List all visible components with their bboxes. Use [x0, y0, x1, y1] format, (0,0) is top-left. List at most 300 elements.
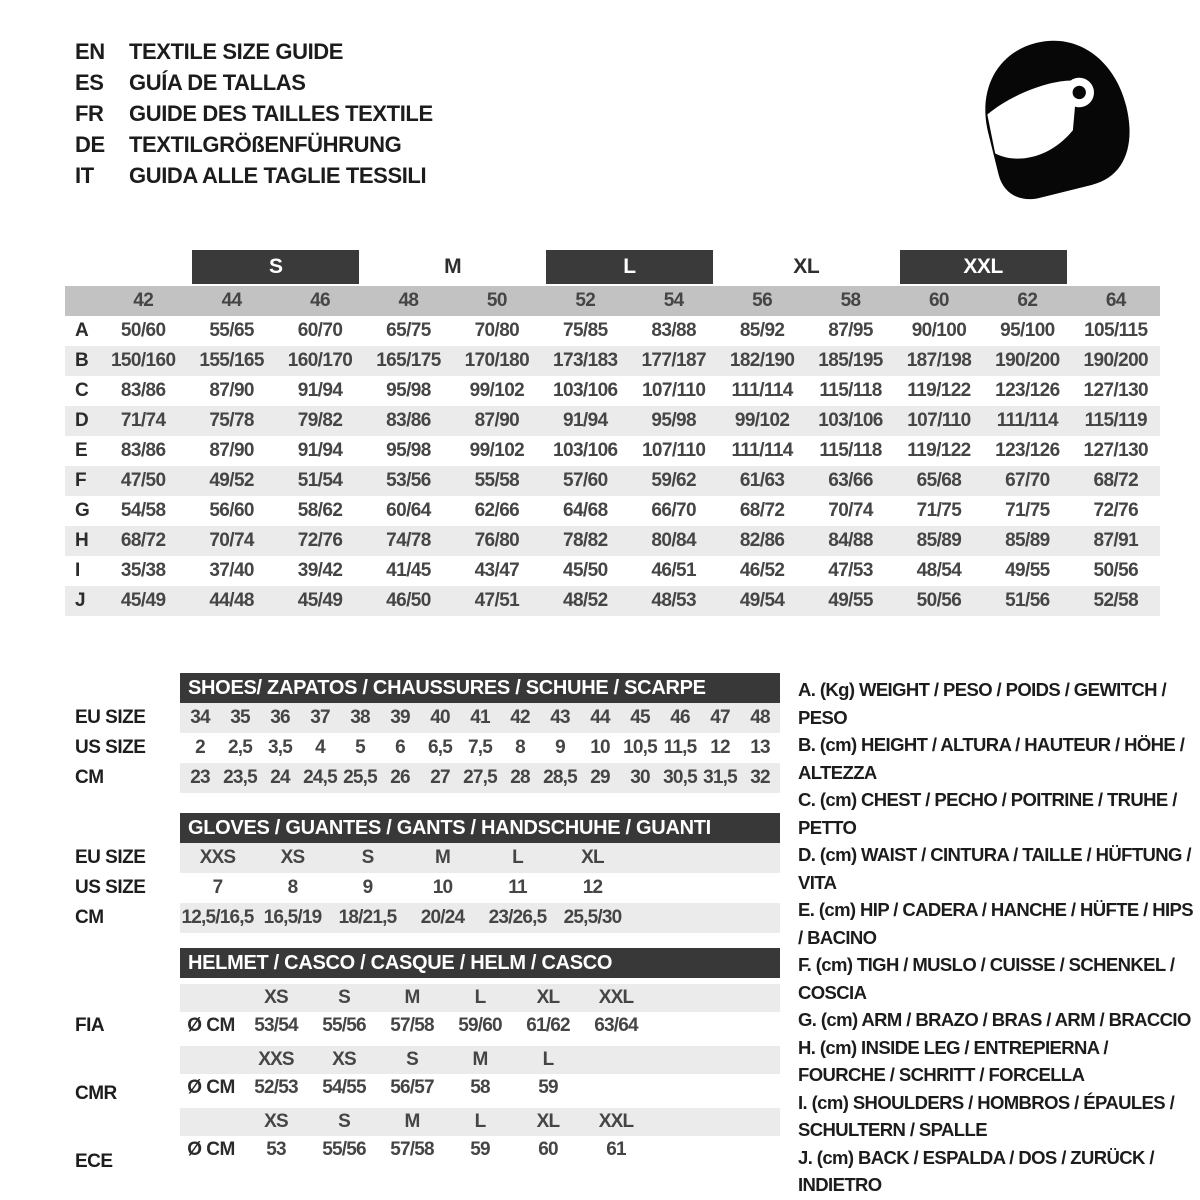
shoes-eu-value: 42 — [510, 707, 530, 728]
measurement-value: 82/86 — [739, 530, 785, 551]
measurement-value: 68/72 — [1093, 470, 1139, 491]
measurement-value: 185/195 — [818, 350, 883, 371]
language-title-row — [75, 36, 433, 67]
helmet-fia-size: XXL — [598, 987, 634, 1008]
measurement-value: 66/70 — [651, 500, 696, 521]
gloves-eu-value: S — [361, 847, 374, 868]
helmet-ece-value: 57/58 — [390, 1139, 434, 1160]
measurement-value: 150/160 — [110, 350, 176, 371]
measurement-value: 119/122 — [907, 440, 971, 461]
measurement-value: 62/66 — [474, 500, 520, 521]
measurement-value: 71/75 — [916, 500, 962, 521]
helmet-fia-unit: Ø CM — [187, 1015, 235, 1036]
measurement-value: 170/180 — [464, 350, 530, 371]
gloves-section-header: GLOVES / GUANTES / GANTS / HANDSCHUHE / GUANTI — [180, 813, 780, 843]
shoes-cm-value: 26 — [390, 767, 410, 788]
size-label-row — [65, 250, 1160, 286]
gloves-us-value: 9 — [362, 877, 373, 898]
measurement-row — [65, 496, 1160, 526]
guide-title: TEXTILE SIZE GUIDE — [129, 39, 344, 64]
measurement-row — [65, 316, 1160, 346]
numeric-size: 58 — [840, 290, 861, 311]
legend-item: I. (cm) SHOULDERS / HOMBROS / ÉPAULES / SCHULTERN / SPALLE — [798, 1091, 1175, 1140]
shoes-cm-value: 30 — [630, 767, 650, 788]
shoes-cm-value: 29 — [590, 767, 610, 788]
measurement-value: 187/198 — [906, 350, 972, 371]
measurement-value: 67/70 — [1005, 470, 1050, 491]
racing-helmet-icon — [965, 28, 1145, 208]
shoes-eu-value: 41 — [470, 707, 490, 728]
measurement-value: 47/50 — [120, 470, 166, 491]
gloves-eu-size-label: EU SIZE — [75, 847, 146, 868]
shoes-eu-value: 37 — [310, 707, 330, 728]
helmet-cmr-label: CMR — [75, 1083, 117, 1104]
measurement-value: 52/58 — [1093, 590, 1139, 611]
helmet-ece-size: XL — [536, 1111, 560, 1132]
helmet-size-spacer — [180, 1108, 242, 1136]
measurement-value: 45/50 — [563, 560, 608, 581]
measurement-value: 105/115 — [1084, 320, 1148, 341]
shoes-cm-value: 28 — [510, 767, 530, 788]
gloves-us-value: 11 — [508, 877, 527, 898]
gloves-eu-value: M — [434, 847, 451, 868]
measurement-value: 65/75 — [386, 320, 431, 341]
measurement-value: 99/102 — [469, 440, 525, 461]
helmet-table — [180, 984, 780, 1170]
measurement-value: 177/187 — [641, 350, 706, 371]
gloves-cm-row — [180, 903, 780, 933]
gloves-cm-value: 20/24 — [420, 907, 465, 928]
measurement-value: 60/70 — [297, 320, 343, 341]
gloves-eu-row — [180, 843, 780, 873]
measurement-value: 50/60 — [120, 320, 166, 341]
size-label-s: S — [192, 250, 359, 284]
measurement-value: 83/86 — [120, 380, 166, 401]
measurement-value: 182/190 — [729, 350, 795, 371]
measurement-value: 107/110 — [641, 440, 706, 461]
helmet-fia-size: XS — [264, 987, 288, 1008]
measurement-value: 127/130 — [1083, 440, 1149, 461]
measurement-row — [65, 466, 1160, 496]
numeric-size: 64 — [1105, 290, 1126, 311]
gloves-eu-value: XL — [581, 847, 604, 868]
shoes-cm-value: 25,5 — [343, 767, 377, 788]
helmet-ece-value: 55/56 — [322, 1139, 366, 1160]
measurement-letter: F — [75, 470, 87, 491]
numeric-size: 52 — [575, 290, 596, 311]
shoes-eu-size-label: EU SIZE — [75, 707, 146, 728]
gloves-eu-value: L — [512, 847, 523, 868]
numeric-size: 44 — [221, 290, 242, 311]
shoes-cm-value: 27,5 — [463, 767, 497, 788]
measurement-value: 85/89 — [1005, 530, 1050, 551]
measurement-row — [65, 346, 1160, 376]
measurement-value: 111/114 — [996, 410, 1059, 431]
measurement-letter: D — [75, 410, 89, 431]
measurement-row — [65, 436, 1160, 466]
shoes-us-value: 11,5 — [663, 737, 697, 758]
gloves-eu-value: XXS — [199, 847, 236, 868]
measurement-row — [65, 376, 1160, 406]
measurement-value: 49/52 — [209, 470, 254, 491]
measurement-value: 123/126 — [995, 380, 1060, 401]
measurement-value: 59/62 — [651, 470, 696, 491]
numeric-size-band — [65, 286, 1160, 316]
helmet-fia-sizes-row — [180, 984, 780, 1012]
gloves-us-value: 10 — [432, 877, 453, 898]
measurement-value: 190/200 — [995, 350, 1060, 371]
numeric-size: 48 — [398, 290, 419, 311]
helmet-cmr-value: 56/57 — [390, 1077, 434, 1098]
helmet-size-spacer — [180, 1046, 242, 1074]
shoes-row-labels — [75, 703, 145, 793]
measurement-value: 45/49 — [297, 590, 343, 611]
helmet-fia-group — [180, 984, 780, 1040]
gloves-us-row — [180, 873, 780, 903]
measurement-value: 61/63 — [739, 470, 785, 491]
measurement-value: 53/56 — [386, 470, 431, 491]
legend-item: E. (cm) HIP / CADERA / HANCHE / HÜFTE / HIPS / BACINO — [798, 899, 1194, 948]
helmet-ece-size: XXL — [598, 1111, 634, 1132]
helmet-ece-value: 61 — [606, 1139, 626, 1160]
measurement-value: 90/100 — [911, 320, 967, 341]
shoes-eu-value: 40 — [430, 707, 450, 728]
shoes-cm-value: 23 — [190, 767, 210, 788]
helmet-fia-size: L — [474, 987, 486, 1008]
measurement-value: 75/78 — [209, 410, 254, 431]
measurement-value: 160/170 — [287, 350, 353, 371]
helmet-ece-sizes-row — [180, 1108, 780, 1136]
measurement-value: 99/102 — [734, 410, 790, 431]
legend-item: C. (cm) CHEST / PECHO / POITRINE / TRUHE / PETTO — [798, 789, 1177, 838]
measurement-value: 72/76 — [1093, 500, 1139, 521]
shoes-us-value: 3,5 — [267, 737, 292, 758]
language-title-row — [75, 98, 433, 129]
measurement-value: 80/84 — [651, 530, 696, 551]
measurement-value: 72/76 — [297, 530, 343, 551]
language-code: DE — [75, 132, 105, 157]
gloves-cm-value: 16,5/19 — [263, 907, 322, 928]
measurement-row — [65, 586, 1160, 616]
measurement-value: 190/200 — [1083, 350, 1149, 371]
measurement-value: 115/118 — [819, 380, 882, 401]
measurement-value: 173/183 — [553, 350, 618, 371]
helmet-cmr-size: XXS — [258, 1049, 294, 1070]
gloves-cm-value: 23/26,5 — [488, 907, 547, 928]
measurement-value: 91/94 — [563, 410, 608, 431]
measurement-value: 45/49 — [120, 590, 166, 611]
legend-item: F. (cm) TIGH / MUSLO / CUISSE / SCHENKEL / COSCIA — [798, 954, 1175, 1003]
gloves-us-value: 7 — [212, 877, 223, 898]
legend-item: J. (cm) BACK / ESPALDA / DOS / ZURÜCK / INDIETRO — [798, 1146, 1154, 1195]
measurement-value: 43/47 — [474, 560, 520, 581]
helmet-ece-value: 53 — [266, 1139, 286, 1160]
shoes-us-row — [180, 733, 780, 763]
measurement-value: 83/88 — [651, 320, 696, 341]
helmet-ece-label: ECE — [75, 1151, 113, 1172]
measurement-rows — [65, 316, 1160, 616]
measurement-value: 95/98 — [651, 410, 696, 431]
shoes-eu-value: 39 — [390, 707, 410, 728]
helmet-ece-group — [180, 1108, 780, 1164]
measurement-value: 60/64 — [386, 500, 431, 521]
measurement-letter: I — [75, 560, 81, 581]
legend-item: A. (Kg) WEIGHT / PESO / POIDS / GEWITCH / PESO — [798, 679, 1167, 728]
shoes-cm-value: 24,5 — [303, 767, 337, 788]
measurement-value: 41/45 — [386, 560, 431, 581]
gloves-cm-value: 18/21,5 — [338, 907, 397, 928]
measurement-letter: B — [75, 350, 89, 371]
measurement-value: 87/90 — [209, 440, 254, 461]
size-label-l: L — [546, 250, 713, 284]
measurement-value: 165/175 — [376, 350, 441, 371]
helmet-cmr-unit: Ø CM — [187, 1077, 235, 1098]
language-title-row — [75, 67, 433, 98]
shoes-cm-value: 24 — [270, 767, 290, 788]
measurement-value: 127/130 — [1083, 380, 1149, 401]
guide-title: GUIDE DES TAILLES TEXTILE — [129, 101, 433, 126]
helmet-fia-value: 55/56 — [322, 1015, 366, 1036]
measurement-letter: G — [75, 500, 90, 521]
gloves-us-value: 8 — [287, 877, 298, 898]
gloves-us-size-label: US SIZE — [75, 877, 146, 898]
shoes-eu-value: 48 — [750, 707, 770, 728]
measurement-value: 35/38 — [120, 560, 166, 581]
measurement-value: 48/54 — [916, 560, 962, 581]
helmet-size-spacer — [180, 984, 242, 1012]
helmet-fia-size: XL — [536, 987, 560, 1008]
main-size-table — [65, 250, 1160, 616]
numeric-size: 62 — [1017, 290, 1038, 311]
language-title-row — [75, 160, 433, 191]
helmet-cmr-values-row — [180, 1074, 780, 1102]
shoes-eu-value: 36 — [270, 707, 290, 728]
measurement-value: 91/94 — [297, 380, 343, 401]
measurement-value: 95/100 — [1000, 320, 1055, 341]
measurement-value: 49/55 — [828, 590, 873, 611]
measurement-value: 63/66 — [828, 470, 873, 491]
guide-title: GUIDA ALLE TAGLIE TESSILI — [129, 163, 427, 188]
measurement-value: 70/74 — [828, 500, 873, 521]
helmet-ece-values-row — [180, 1136, 780, 1164]
measurement-value: 71/74 — [120, 410, 166, 431]
measurement-value: 84/88 — [828, 530, 873, 551]
shoes-cm-value: 30,5 — [663, 767, 697, 788]
shoes-us-value: 2 — [195, 737, 205, 758]
measurement-letter: E — [75, 440, 88, 461]
gloves-cm-value: 12,5/16,5 — [181, 907, 254, 928]
measurement-value: 71/75 — [1005, 500, 1050, 521]
gloves-cm-value: 25,5/30 — [563, 907, 622, 928]
measurement-value: 48/53 — [651, 590, 696, 611]
measurement-value: 68/72 — [739, 500, 785, 521]
helmet-fia-value: 61/62 — [526, 1015, 570, 1036]
measurement-value: 85/89 — [916, 530, 962, 551]
measurement-value: 55/58 — [474, 470, 520, 491]
shoes-eu-value: 45 — [630, 707, 650, 728]
measurement-value: 75/85 — [563, 320, 608, 341]
measurement-value: 83/86 — [386, 410, 431, 431]
shoes-cm-value: 28,5 — [543, 767, 577, 788]
helmet-cmr-size: XS — [332, 1049, 356, 1070]
measurement-value: 68/72 — [120, 530, 166, 551]
measurement-value: 57/60 — [563, 470, 608, 491]
numeric-size: 56 — [752, 290, 773, 311]
helmet-cmr-value: 58 — [470, 1077, 490, 1098]
shoes-eu-value: 46 — [670, 707, 690, 728]
shoes-eu-value: 43 — [550, 707, 570, 728]
shoes-us-value: 12 — [710, 737, 730, 758]
measurement-value: 87/90 — [209, 380, 254, 401]
size-label-m: M — [444, 255, 462, 278]
numeric-band-spacer — [65, 286, 99, 316]
shoes-eu-value: 47 — [710, 707, 730, 728]
measurement-value: 65/68 — [916, 470, 962, 491]
guide-title: TEXTILGRÖßENFÜHRUNG — [129, 132, 402, 157]
measurement-value: 103/106 — [553, 440, 618, 461]
numeric-size: 54 — [663, 290, 684, 311]
gloves-cm-label: CM — [75, 907, 104, 928]
guide-title: GUÍA DE TALLAS — [129, 70, 306, 95]
measurement-value: 155/165 — [199, 350, 264, 371]
measurement-value: 46/51 — [651, 560, 696, 581]
shoes-cm-value: 31,5 — [703, 767, 737, 788]
measurement-value: 79/82 — [297, 410, 343, 431]
measurement-value: 49/55 — [1005, 560, 1050, 581]
gloves-table — [180, 843, 780, 933]
helmet-cmr-group — [180, 1046, 780, 1102]
language-title-list — [75, 36, 433, 191]
measurement-value: 51/54 — [297, 470, 343, 491]
gloves-eu-value: XS — [280, 847, 305, 868]
measurement-value: 107/110 — [641, 380, 706, 401]
helmet-fia-value: 53/54 — [254, 1015, 298, 1036]
measurement-value: 48/52 — [563, 590, 608, 611]
legend-item: D. (cm) WAIST / CINTURA / TAILLE / HÜFTUNG / VITA — [798, 844, 1191, 893]
helmet-cmr-value: 59 — [538, 1077, 558, 1098]
shoes-us-value: 10,5 — [623, 737, 657, 758]
shoes-us-value: 6 — [395, 737, 405, 758]
measurement-value: 64/68 — [563, 500, 608, 521]
helmet-ece-value: 60 — [538, 1139, 558, 1160]
gloves-row-labels — [75, 843, 145, 933]
measurement-value: 87/91 — [1093, 530, 1139, 551]
size-label-xl: XL — [793, 255, 820, 278]
shoes-section-header: SHOES/ ZAPATOS / CHAUSSURES / SCHUHE / SCARPE — [180, 673, 780, 703]
measurement-value: 70/74 — [209, 530, 254, 551]
measurement-value: 56/60 — [209, 500, 254, 521]
shoes-us-size-label: US SIZE — [75, 737, 146, 758]
measurement-value: 123/126 — [995, 440, 1060, 461]
numeric-size: 42 — [133, 290, 154, 311]
shoes-eu-value: 35 — [230, 707, 250, 728]
legend-item: H. (cm) INSIDE LEG / ENTREPIERNA / FOURCHE / SCHRITT / FORCELLA — [798, 1036, 1108, 1085]
measurement-value: 76/80 — [474, 530, 520, 551]
shoes-us-value: 13 — [750, 737, 770, 758]
helmet-cmr-sizes-row — [180, 1046, 780, 1074]
helmet-fia-values-row — [180, 1012, 780, 1040]
measurement-value: 83/86 — [120, 440, 166, 461]
measurement-value: 78/82 — [563, 530, 608, 551]
measurement-row — [65, 556, 1160, 586]
helmet-fia-size: M — [404, 987, 420, 1008]
measurement-row — [65, 406, 1160, 436]
gloves-us-value: 12 — [582, 877, 603, 898]
measurement-value: 111/114 — [731, 440, 793, 461]
measurement-value: 95/98 — [386, 440, 431, 461]
shoes-eu-value: 34 — [190, 707, 210, 728]
measurement-value: 87/95 — [828, 320, 873, 341]
helmet-cmr-size: S — [406, 1049, 418, 1070]
helmet-cmr-value: 52/53 — [254, 1077, 298, 1098]
measurement-value: 51/56 — [1005, 590, 1050, 611]
measurement-value: 58/62 — [297, 500, 343, 521]
language-code: ES — [75, 70, 104, 95]
language-code: FR — [75, 101, 104, 126]
numeric-size: 50 — [486, 290, 507, 311]
measurement-value: 47/51 — [474, 590, 520, 611]
shoes-cm-value: 27 — [430, 767, 450, 788]
measurement-value: 99/102 — [469, 380, 525, 401]
helmet-ece-size: XS — [264, 1111, 288, 1132]
helmet-fia-label: FIA — [75, 1015, 105, 1036]
measurement-value: 37/40 — [209, 560, 254, 581]
measurement-letter: C — [75, 380, 89, 401]
measurement-value: 91/94 — [297, 440, 343, 461]
shoes-us-value: 9 — [555, 737, 565, 758]
helmet-fia-value: 57/58 — [390, 1015, 434, 1036]
shoes-table — [180, 703, 780, 793]
measurement-legend — [798, 676, 1194, 1199]
measurement-value: 111/114 — [731, 380, 793, 401]
helmet-ece-size: M — [404, 1111, 420, 1132]
language-code: IT — [75, 163, 94, 188]
shoes-cm-value: 32 — [750, 767, 770, 788]
shoes-cm-value: 23,5 — [223, 767, 257, 788]
helmet-cmr-value: 54/55 — [322, 1077, 366, 1098]
measurement-value: 54/58 — [120, 500, 166, 521]
measurement-value: 50/56 — [1093, 560, 1139, 581]
measurement-value: 87/90 — [474, 410, 520, 431]
shoes-us-value: 8 — [515, 737, 525, 758]
legend-item: B. (cm) HEIGHT / ALTURA / HAUTEUR / HÖHE / ALTEZZA — [798, 734, 1185, 783]
helmet-ece-unit: Ø CM — [187, 1139, 235, 1160]
measurement-value: 39/42 — [297, 560, 343, 581]
shoes-us-value: 4 — [315, 737, 325, 758]
measurement-value: 70/80 — [474, 320, 520, 341]
measurement-value: 46/52 — [739, 560, 785, 581]
measurement-letter: A — [75, 320, 89, 341]
measurement-value: 115/119 — [1084, 410, 1147, 431]
measurement-letter: J — [75, 590, 86, 611]
measurement-value: 74/78 — [386, 530, 431, 551]
measurement-value: 107/110 — [907, 410, 971, 431]
measurement-value: 85/92 — [739, 320, 785, 341]
shoes-eu-value: 38 — [350, 707, 370, 728]
shoes-us-value: 2,5 — [227, 737, 252, 758]
measurement-value: 55/65 — [209, 320, 254, 341]
helmet-fia-value: 59/60 — [458, 1015, 502, 1036]
measurement-value: 46/50 — [386, 590, 431, 611]
shoes-cm-row — [180, 763, 780, 793]
size-label-xxl: XXL — [900, 250, 1067, 284]
helmet-section-header: HELMET / CASCO / CASQUE / HELM / CASCO — [180, 948, 780, 978]
language-title-row — [75, 129, 433, 160]
measurement-value: 115/118 — [819, 440, 882, 461]
measurement-value: 103/106 — [818, 410, 883, 431]
measurement-letter: H — [75, 530, 89, 551]
helmet-ece-size: L — [474, 1111, 486, 1132]
